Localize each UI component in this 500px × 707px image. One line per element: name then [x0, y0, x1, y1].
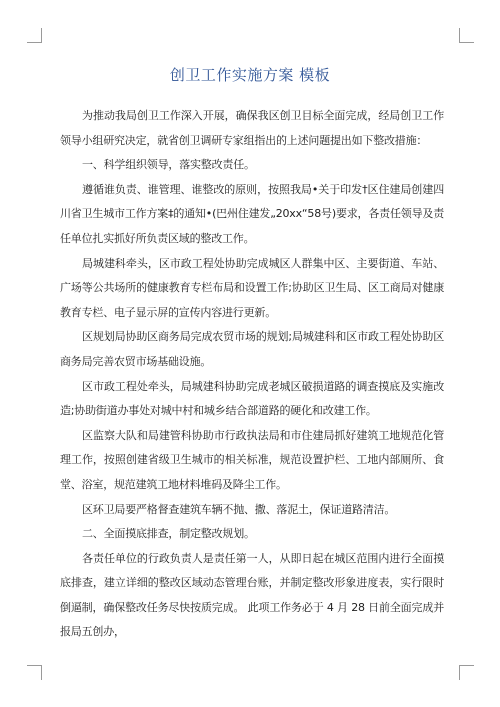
- paragraph: 区环卫局要严格督查建筑车辆不抛、撒、落泥土，保证道路清洁。: [82, 502, 396, 516]
- crop-mark-top-right: [459, 28, 474, 43]
- paragraph: 遵循谁负责、谁管理、谁整改的原则，按照我局•关于印发†区住建局创建四川省卫生城市工作方案‡的通知•(巴州住建发„20xx“58号)要求，各责任领导及责任单位扎实抓好所负责区域的整改工作。: [60, 182, 444, 245]
- paragraph: 各责任单位的行政负责人是责任第一人，从即日起在城区范围内进行全面摸底排查，建立详细的整改区域动态管理台账，并制定整改形象进度表，实行限时倒逼制，确保整改任务尽快按质完成。 此项工作务必于 4 月 28 日前全面完成并报局五创办，: [60, 551, 444, 639]
- paragraph: 区规划局协助区商务局完成农贸市场的规划;局城建科和区市政工程处协助区商务局完善农贸市场基础设施。: [60, 330, 444, 368]
- document-body: [60, 104, 444, 645]
- paragraph: 区监察大队和局建管科协助市行政执法局和市住建局抓好建筑工地规范化管理工作，按照创建省级卫生城市的相关标准，规范设置护栏、工地内部厕所、食堂、浴室，规范建筑工地材料堆码及降尘工作。: [60, 428, 444, 491]
- intro-paragraph: 为推动我局创卫工作深入开展，确保我区创卫目标全面完成，经局创卫工作领导小组研究决定，就省创卫调研专家组指出的上述问题提出如下整改措施：: [60, 109, 444, 147]
- section-heading-2: 二、全面摸底排查，制定整改规划。: [82, 527, 255, 541]
- paragraph: 区市政工程处牵头，局城建科协助完成老城区破损道路的调查摸底及实施改造;协助街道办事处对城中村和城乡结合部道路的硬化和改建工作。: [60, 379, 444, 418]
- crop-mark-bottom-right: [459, 665, 474, 680]
- document-title: 创卫工作实施方案 模板: [169, 66, 331, 84]
- crop-mark-top-left: [27, 28, 42, 43]
- paragraph: 局城建科牵头，区市政工程处协助完成城区人群集中区、主要街道、车站、广场等公共场所的健康教育专栏布局和设置工作;协助区卫生局、区工商局对健康教育专栏、电子显示屏的宣传内容进行更新。: [60, 256, 444, 319]
- crop-mark-bottom-left: [27, 665, 42, 680]
- section-heading-1: 一、科学组织领导，落实整改责任。: [82, 158, 255, 172]
